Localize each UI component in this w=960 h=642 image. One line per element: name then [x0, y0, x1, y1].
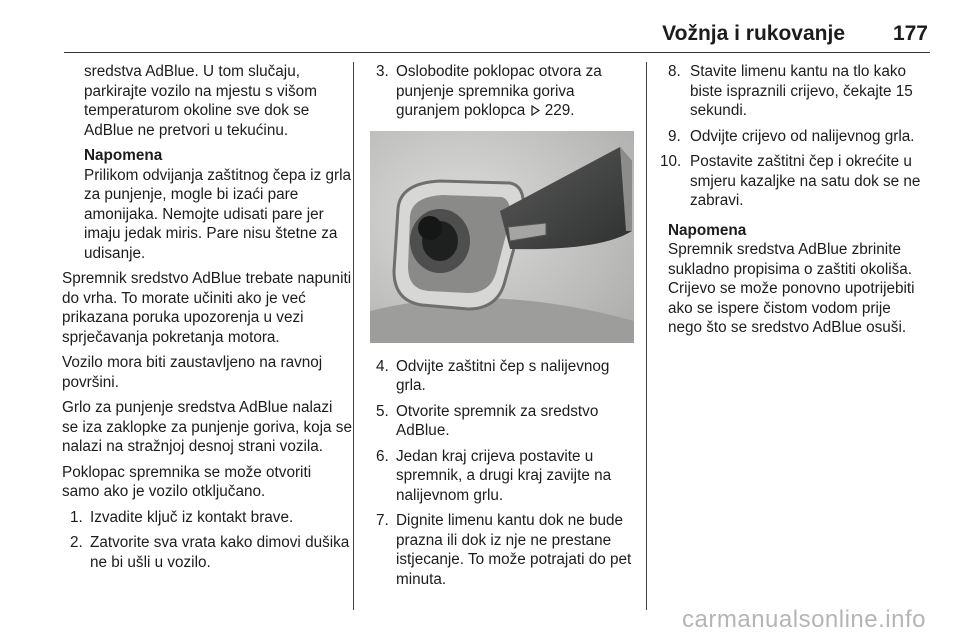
note-block [62, 146, 352, 263]
list-text: Stavite limenu kantu na tlo kako biste ispraznili crijevo, čekajte 15 sekundi. [690, 63, 913, 119]
list-text: Postavite zaštitni čep i okrećite u smjeru kazaljke na satu dok se ne zabravi. [690, 153, 921, 209]
paragraph: Poklopac spremnika se može otvoriti samo ako je vozilo otključano. [62, 463, 312, 500]
page-ref-arrow-icon [530, 102, 545, 119]
paragraph: Grlo za punjenje sredstva AdBlue nalazi se iza zaklopke za punjenje goriva, koja se nalazi na stražnjoj desnoj strani vozila. [62, 399, 352, 455]
note-text: Prilikom odvijanja zaštitnog čepa iz grla za punjenje, mogle bi izaći pare amonijaka. Nemojte udisati pare jer imaju jedak miris. Pare nisu štetne za udisanje. [84, 166, 351, 262]
list-number: 9. [668, 127, 681, 145]
fuel-flap-photo [370, 131, 634, 343]
column-right [660, 62, 928, 344]
intro-paragraph: sredstva AdBlue. U tom slučaju, parkirajte vozilo na mjestu s višom temperaturom okoline sve dok se AdBlue ne pretvori u tekućinu. [84, 63, 317, 139]
note-title: Napomena [84, 147, 163, 164]
note-block [660, 221, 928, 338]
page-number: 177 [892, 22, 928, 45]
list-item [368, 511, 638, 589]
list-item [660, 127, 928, 147]
list-text: Oslobodite poklopac otvora za punjenje spremnika goriva guranjem poklopca [396, 63, 602, 119]
list-item [62, 508, 352, 528]
list-number: 1. [70, 508, 83, 526]
list-number: 8. [668, 63, 681, 80]
section-title: Vožnja i rukovanje [662, 22, 845, 45]
list-item [368, 62, 638, 121]
list-number: 2. [70, 534, 83, 551]
paragraph: Spremnik sredstvo AdBlue trebate napuniti do vrha. To morate učiniti ako je već prikazana poruka upozorenja u vezi sprječavanja pokretanja motora. [62, 270, 352, 346]
list-text: Odvijte zaštitni čep s nalijevnog grla. [396, 357, 610, 394]
paragraph: Vozilo mora biti zaustavljeno na ravnoj površini. [62, 354, 323, 391]
list-number: 7. [376, 512, 389, 529]
list-text: Otvorite spremnik za sredstvo AdBlue. [396, 402, 599, 439]
list-number: 4. [376, 357, 389, 375]
list-item [660, 62, 928, 121]
list-item [368, 402, 638, 441]
list-number: 6. [376, 447, 389, 465]
list-item [660, 152, 928, 211]
list-item [368, 357, 638, 396]
list-text: Odvijte crijevo od nalijevnog grla. [690, 127, 915, 145]
list-item [62, 533, 352, 572]
list-text: Jedan kraj crijeva postavite u spremnik, a drugi kraj zavijte na nalijevnom grlu. [396, 447, 612, 504]
column-left [62, 62, 352, 578]
column-middle [368, 62, 638, 595]
column-divider [353, 62, 354, 610]
list-number: 10. [660, 153, 682, 170]
list-number: 3. [376, 63, 389, 80]
list-item [368, 447, 638, 506]
page-header [64, 22, 930, 53]
column-divider [646, 62, 647, 610]
note-text: Spremnik sredstva AdBlue zbrinite sukladno propisima o zaštiti okoliša. Crijevo se može ponovno upotrijebiti ako se ispere čistom vodom prije nego što se sredstvo AdBlue osuši. [668, 241, 915, 336]
watermark: carmanualsonline.info [682, 606, 926, 633]
note-title: Napomena [668, 221, 747, 239]
list-text: Izvadite ključ iz kontakt brave. [90, 508, 294, 526]
page-ref: 229. [544, 102, 575, 119]
list-text: Zatvorite sva vrata kako dimovi dušika ne bi ušli u vozilo. [90, 534, 350, 571]
list-text: Dignite limenu kantu dok ne bude prazna ili dok iz nje ne prestane istjecanje. To može potrajati do pet minuta. [396, 512, 632, 588]
list-number: 5. [376, 402, 389, 420]
